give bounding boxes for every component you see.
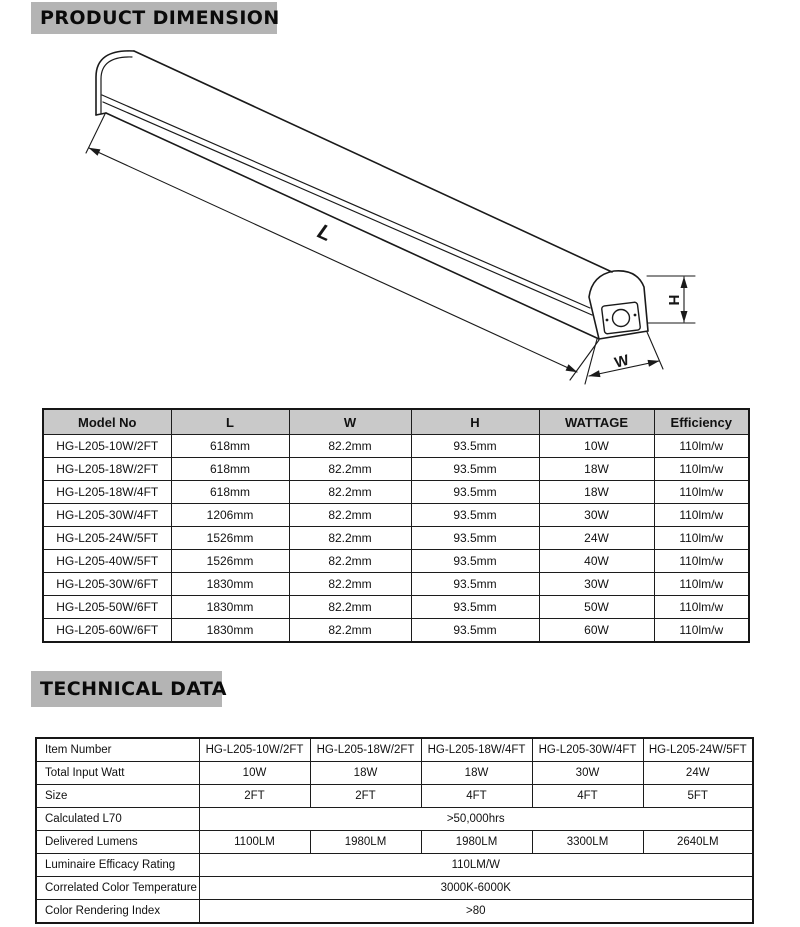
table-cell-spanned: 110LM/W: [199, 854, 753, 877]
row-label: Color Rendering Index: [36, 900, 199, 924]
table-cell: 5FT: [643, 785, 753, 808]
table-cell: HG-L205-30W/4FT: [43, 504, 171, 527]
table-row: [43, 504, 749, 527]
table-row: [43, 550, 749, 573]
table-cell: 10W: [539, 435, 654, 458]
table-cell: 24W: [539, 527, 654, 550]
column-header: H: [411, 409, 539, 435]
column-header: Efficiency: [654, 409, 749, 435]
table-cell: 110lm/w: [654, 435, 749, 458]
table-cell: 30W: [539, 573, 654, 596]
table-cell: 2640LM: [643, 831, 753, 854]
table-cell: 1206mm: [171, 504, 289, 527]
table-cell: 50W: [539, 596, 654, 619]
table-row: [43, 527, 749, 550]
table-cell: 60W: [539, 619, 654, 643]
table-cell: 40W: [539, 550, 654, 573]
table-cell: HG-L205-10W/2FT: [199, 738, 310, 762]
table-row: [43, 481, 749, 504]
table-cell: 18W: [539, 481, 654, 504]
row-label: Total Input Watt: [36, 762, 199, 785]
table-row: [36, 785, 753, 808]
table-cell: 24W: [643, 762, 753, 785]
dimension-table: [42, 408, 750, 643]
table-cell: 110lm/w: [654, 596, 749, 619]
table-cell: 1830mm: [171, 573, 289, 596]
table-row: [36, 738, 753, 762]
table-row: [36, 877, 753, 900]
table-cell: 82.2mm: [289, 573, 411, 596]
table-cell: 3300LM: [532, 831, 643, 854]
table-row: [43, 458, 749, 481]
table-row: [43, 619, 749, 643]
column-header: Model No: [43, 409, 171, 435]
column-header: L: [171, 409, 289, 435]
product-diagram: [0, 35, 800, 405]
table-row: [36, 900, 753, 924]
technical-data-table: [35, 737, 754, 924]
table-cell: HG-L205-50W/6FT: [43, 596, 171, 619]
table-cell: HG-L205-18W/4FT: [421, 738, 532, 762]
row-label: Correlated Color Temperature: [36, 877, 199, 900]
table-cell: 110lm/w: [654, 550, 749, 573]
table-cell: 4FT: [532, 785, 643, 808]
table-cell: 93.5mm: [411, 527, 539, 550]
table-cell: 93.5mm: [411, 573, 539, 596]
section-title-product-dimension: PRODUCT DIMENSION: [31, 2, 277, 34]
row-label: Luminaire Efficacy Rating: [36, 854, 199, 877]
table-cell: 1100LM: [199, 831, 310, 854]
table-cell: 93.5mm: [411, 596, 539, 619]
section-title-technical-data: TECHNICAL DATA: [31, 671, 222, 707]
table-cell: 82.2mm: [289, 527, 411, 550]
dimension-lines: [86, 114, 695, 384]
table-header-row: [43, 409, 749, 435]
table-cell: 93.5mm: [411, 458, 539, 481]
table-cell: 110lm/w: [654, 504, 749, 527]
table-row: [43, 435, 749, 458]
fixture-isometric-drawing: [0, 35, 800, 405]
table-cell: 1526mm: [171, 527, 289, 550]
table-cell: HG-L205-10W/2FT: [43, 435, 171, 458]
table-cell: HG-L205-30W/6FT: [43, 573, 171, 596]
column-header: WATTAGE: [539, 409, 654, 435]
row-label: Size: [36, 785, 199, 808]
table-cell: 2FT: [310, 785, 421, 808]
table-row: [36, 831, 753, 854]
table-row: [43, 596, 749, 619]
table-cell: 1980LM: [421, 831, 532, 854]
table-cell: HG-L205-24W/5FT: [643, 738, 753, 762]
table-cell: 110lm/w: [654, 573, 749, 596]
table-cell: 618mm: [171, 435, 289, 458]
table-cell: 93.5mm: [411, 550, 539, 573]
table-cell: HG-L205-40W/5FT: [43, 550, 171, 573]
table-row: [36, 854, 753, 877]
table-cell: 82.2mm: [289, 481, 411, 504]
table-cell: HG-L205-18W/2FT: [310, 738, 421, 762]
table-cell: HG-L205-18W/2FT: [43, 458, 171, 481]
table-cell-spanned: 3000K-6000K: [199, 877, 753, 900]
table-cell: 93.5mm: [411, 481, 539, 504]
table-cell: 30W: [532, 762, 643, 785]
table-cell: 82.2mm: [289, 435, 411, 458]
height-dimension-label: H: [665, 294, 682, 306]
table-cell: 93.5mm: [411, 435, 539, 458]
table-cell-spanned: >80: [199, 900, 753, 924]
table-cell: HG-L205-60W/6FT: [43, 619, 171, 643]
table-cell: HG-L205-24W/5FT: [43, 527, 171, 550]
table-cell: 82.2mm: [289, 619, 411, 643]
table-cell: 82.2mm: [289, 458, 411, 481]
fixture-body-lines: [96, 51, 648, 339]
table-cell: 618mm: [171, 458, 289, 481]
table-cell: 1526mm: [171, 550, 289, 573]
table-cell: 110lm/w: [654, 458, 749, 481]
table-row: [43, 573, 749, 596]
row-label: Calculated L70: [36, 808, 199, 831]
table-cell: 82.2mm: [289, 504, 411, 527]
table-cell: HG-L205-30W/4FT: [532, 738, 643, 762]
length-dimension-label: L: [314, 219, 336, 247]
table-cell: 18W: [421, 762, 532, 785]
table-cell: 1980LM: [310, 831, 421, 854]
table-cell: 18W: [539, 458, 654, 481]
row-label: Delivered Lumens: [36, 831, 199, 854]
end-cap-connector: [601, 302, 640, 334]
table-row: [36, 808, 753, 831]
technical-table-body: [36, 738, 753, 923]
table-cell: 4FT: [421, 785, 532, 808]
dimension-table-body: [43, 435, 749, 643]
table-cell: HG-L205-18W/4FT: [43, 481, 171, 504]
table-cell: 93.5mm: [411, 619, 539, 643]
table-cell: 1830mm: [171, 619, 289, 643]
table-cell: 1830mm: [171, 596, 289, 619]
dimension-table-head: [43, 409, 749, 435]
table-cell: 110lm/w: [654, 619, 749, 643]
column-header: W: [289, 409, 411, 435]
table-cell: 93.5mm: [411, 504, 539, 527]
table-cell: 2FT: [199, 785, 310, 808]
table-cell: 30W: [539, 504, 654, 527]
table-cell-spanned: >50,000hrs: [199, 808, 753, 831]
row-label: Item Number: [36, 738, 199, 762]
table-cell: 110lm/w: [654, 481, 749, 504]
width-dimension-label: W: [612, 351, 631, 372]
table-cell: 618mm: [171, 481, 289, 504]
table-cell: 18W: [310, 762, 421, 785]
table-cell: 82.2mm: [289, 596, 411, 619]
table-cell: 82.2mm: [289, 550, 411, 573]
table-cell: 110lm/w: [654, 527, 749, 550]
table-row: [36, 762, 753, 785]
table-cell: 10W: [199, 762, 310, 785]
